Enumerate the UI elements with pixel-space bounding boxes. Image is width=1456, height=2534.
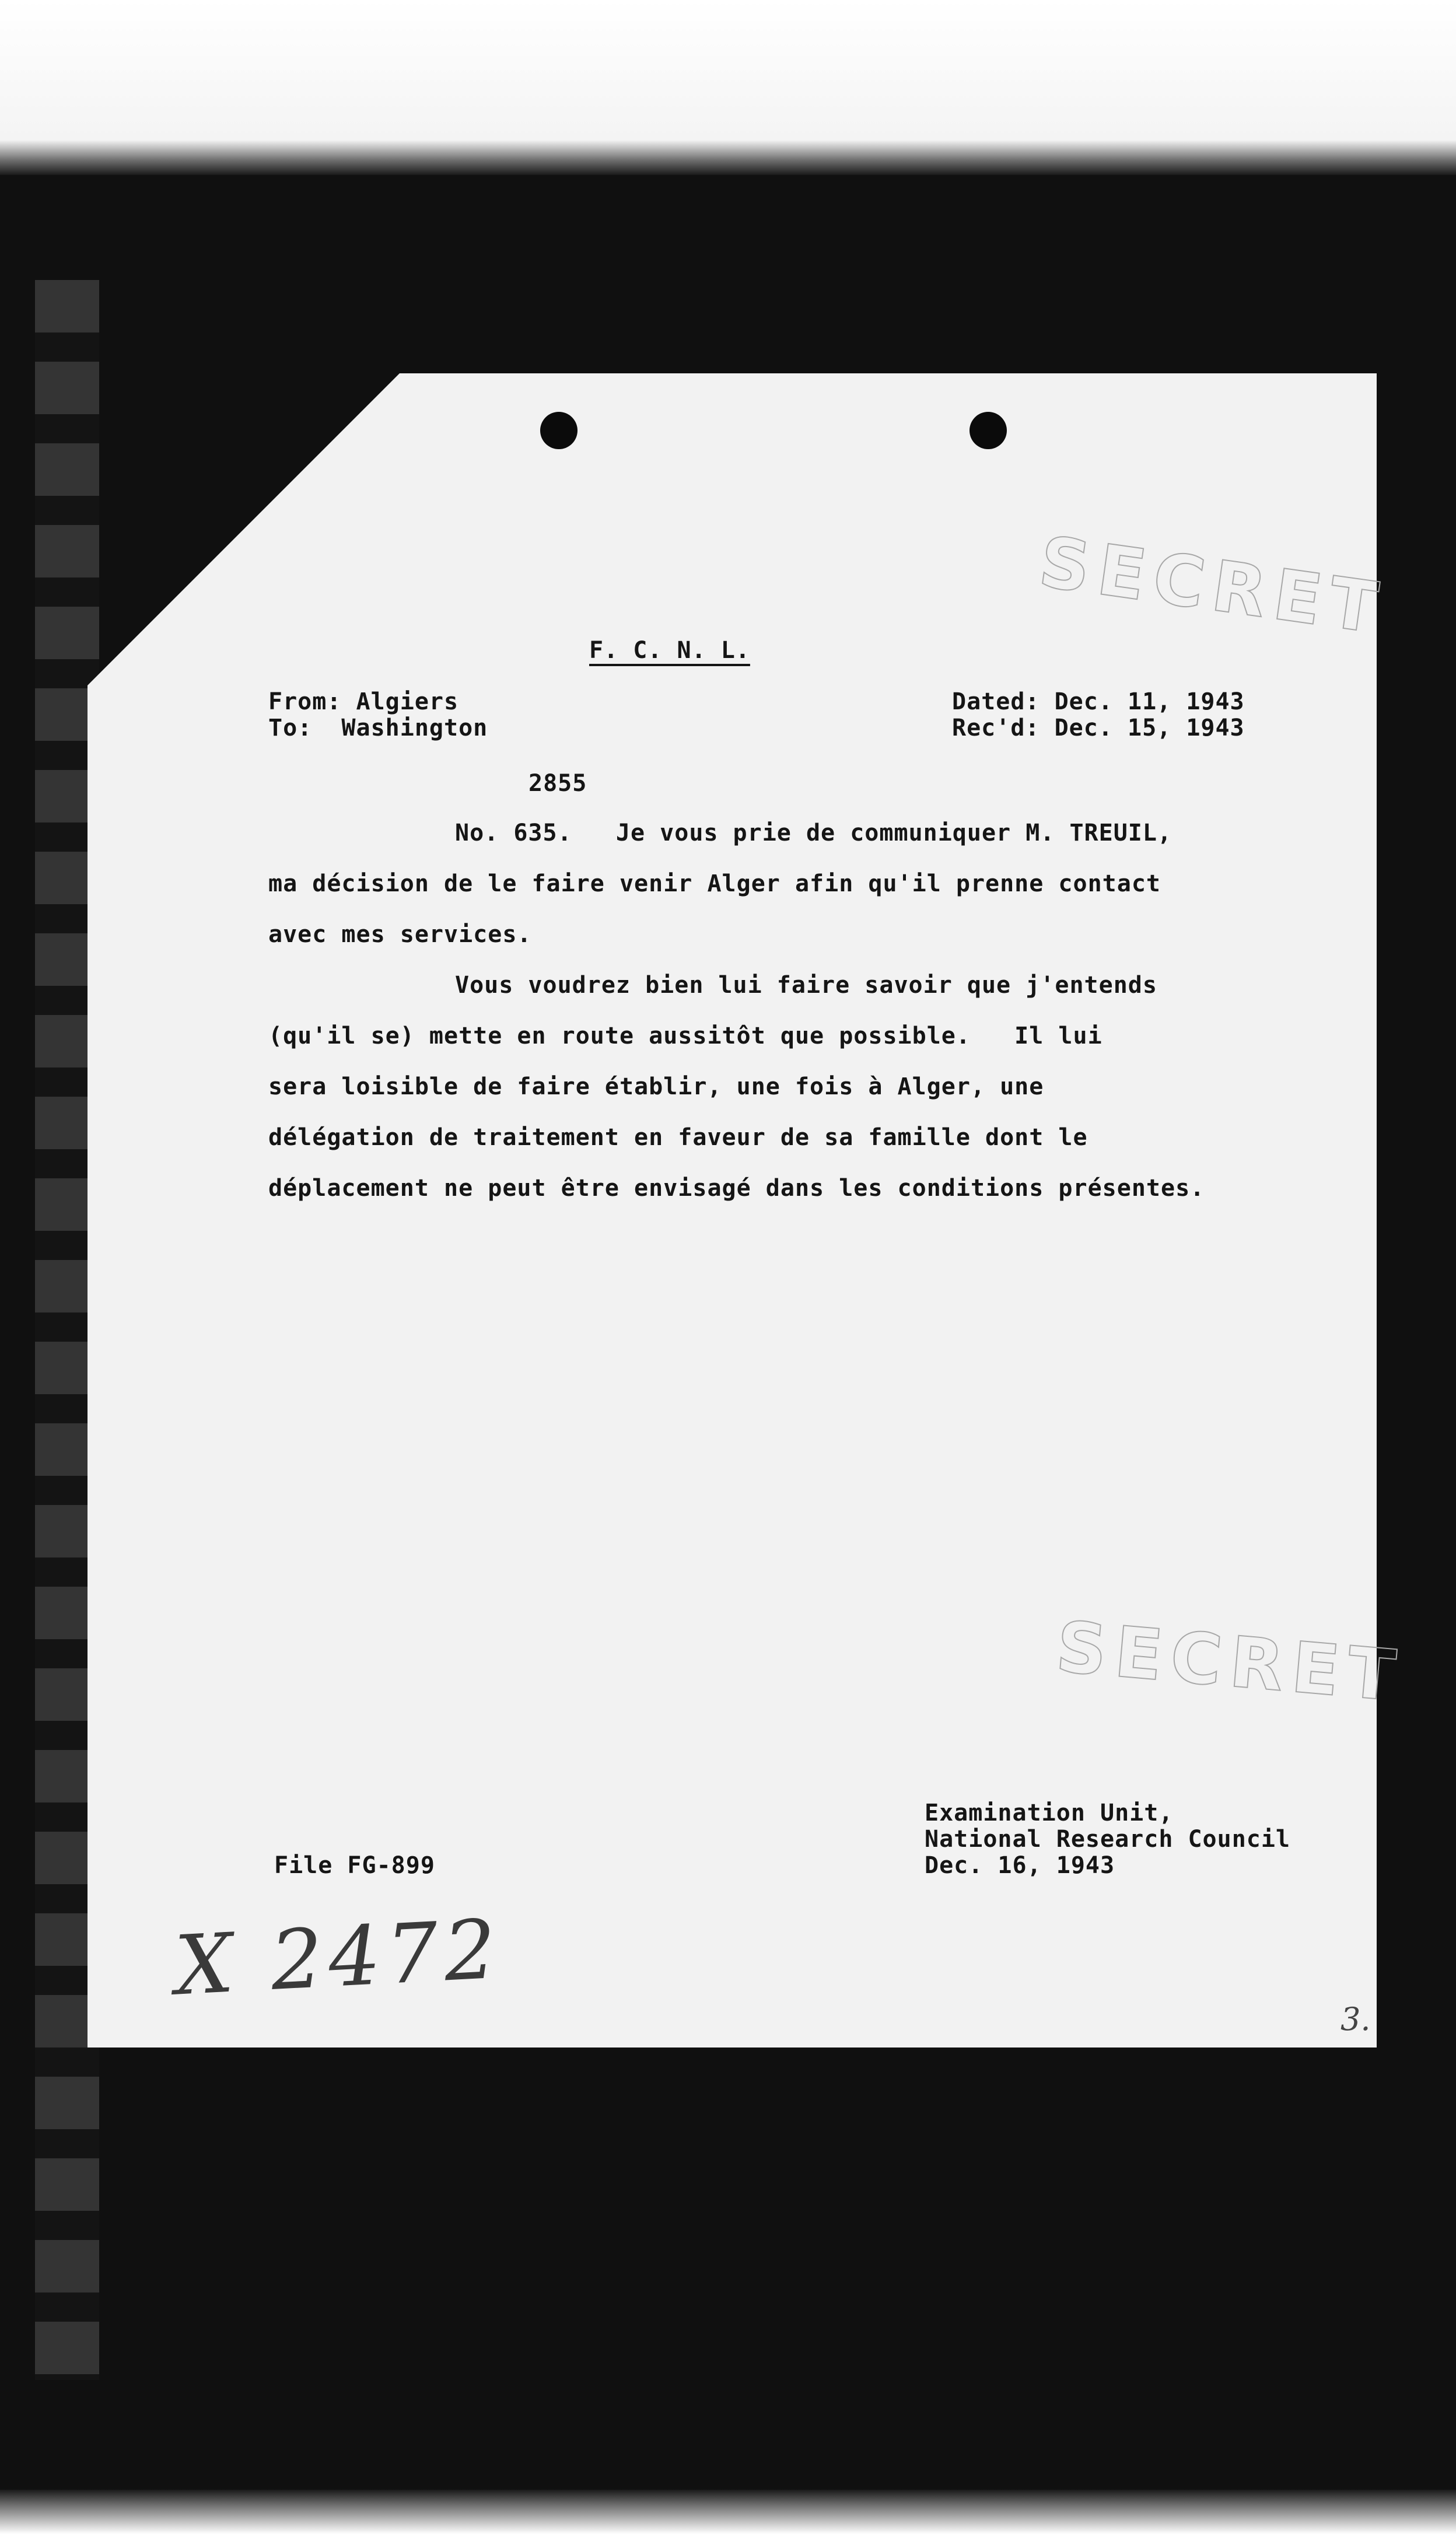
research-council-line: National Research Council: [925, 1826, 1291, 1853]
body-line-2: ma décision de le faire venir Alger afin qu'il prenne contact: [268, 870, 1161, 897]
body-line-8: déplacement ne peut être envisagé dans les conditions présentes.: [268, 1175, 1205, 1202]
serial-number: 2855: [528, 770, 587, 797]
from-line: From: Algiers: [268, 688, 459, 715]
secret-stamp-top: SECRET: [1034, 522, 1391, 650]
secret-stamp-bottom: SECRET: [1053, 1606, 1407, 1718]
examination-unit-line: Examination Unit,: [925, 1800, 1174, 1826]
document-title: F. C. N. L.: [589, 637, 750, 664]
body-line-4: Vous voudrez bien lui faire savoir que j'entends: [455, 972, 1157, 999]
handwritten-code: X 2472: [173, 1902, 505, 2014]
punch-hole-right: [970, 412, 1007, 449]
received-line: Rec'd: Dec. 15, 1943: [952, 715, 1245, 741]
body-line-6: sera loisible de faire établir, une fois à Alger, une: [268, 1073, 1044, 1100]
document-page: [88, 373, 1377, 2048]
file-reference: File FG-899: [274, 1852, 435, 1879]
handwritten-page-number: 3.: [1340, 2001, 1371, 2038]
film-bottom-margin: [0, 2490, 1456, 2534]
body-line-1: No. 635. Je vous prie de communiquer M. TREUIL,: [455, 820, 1172, 846]
film-top-margin: [0, 0, 1456, 175]
body-line-5: (qu'il se) mette en route aussitôt que possible. Il lui: [268, 1023, 1102, 1049]
punch-hole-left: [540, 412, 578, 449]
body-line-3: avec mes services.: [268, 921, 532, 948]
to-line: To: Washington: [268, 715, 488, 741]
body-line-7: délégation de traitement en faveur de sa famille dont le: [268, 1124, 1088, 1151]
dated-line: Dated: Dec. 11, 1943: [952, 688, 1245, 715]
examination-date: Dec. 16, 1943: [925, 1852, 1115, 1879]
